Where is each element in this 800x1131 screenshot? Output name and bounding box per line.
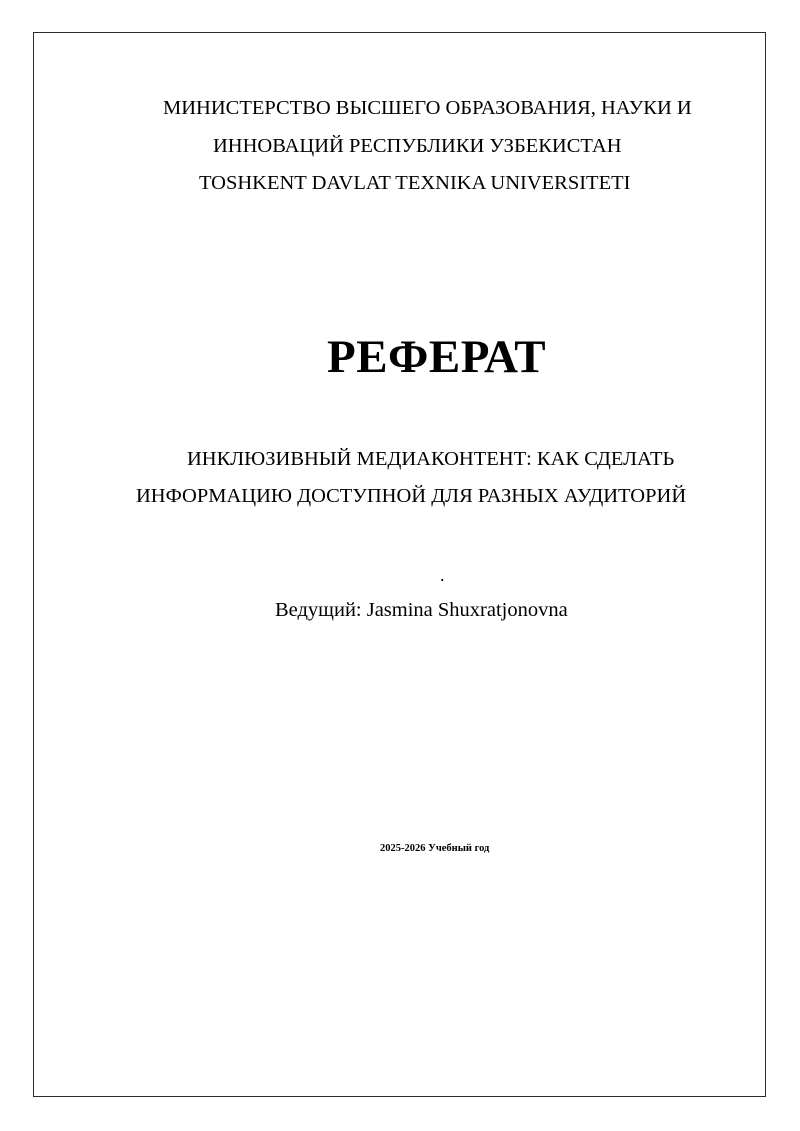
ministry-header-line-1: МИНИСТЕРСТВО ВЫСШЕГО ОБРАЗОВАНИЯ, НАУКИ И xyxy=(163,97,692,119)
topic-line-2: ИНФОРМАЦИЮ ДОСТУПНОЙ ДЛЯ РАЗНЫХ АУДИТОРИЙ xyxy=(136,485,687,507)
leader-name: Ведущий: Jasmina Shuxratjonovna xyxy=(275,599,568,621)
separator-dot: . xyxy=(440,565,445,585)
topic-line-1: ИНКЛЮЗИВНЫЙ МЕДИАКОНТЕНТ: КАК СДЕЛАТЬ xyxy=(187,448,675,470)
document-title: РЕФЕРАТ xyxy=(327,331,547,383)
ministry-header-line-2: ИННОВАЦИЙ РЕСПУБЛИКИ УЗБЕКИСТАН xyxy=(213,135,622,157)
university-name: TOSHKENT DAVLAT TEXNIKA UNIVERSITETI xyxy=(199,172,631,194)
academic-year: 2025-2026 Учебный год xyxy=(380,843,490,854)
